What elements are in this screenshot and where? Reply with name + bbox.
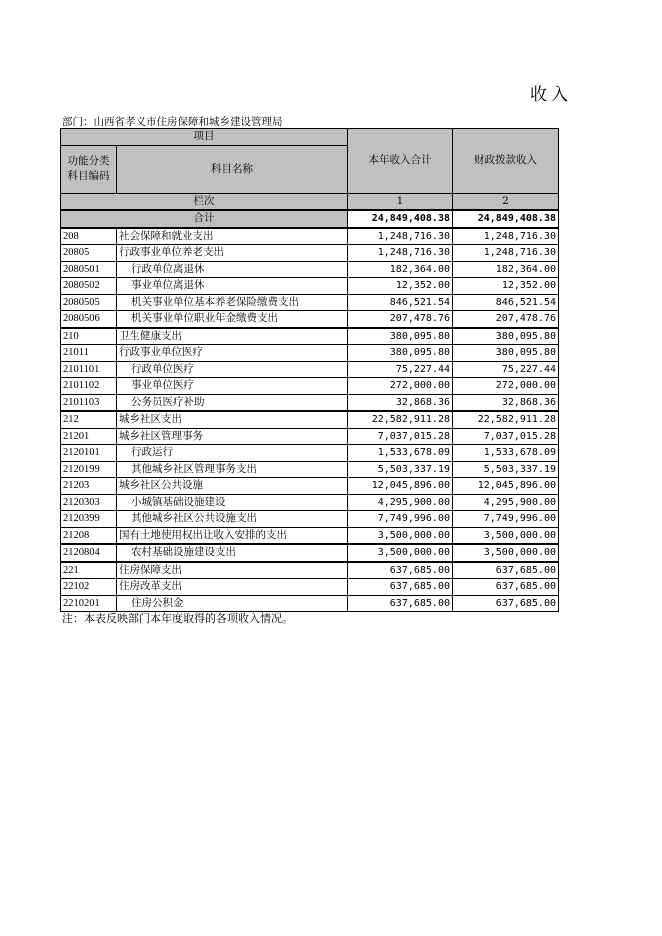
- header-project: 项目: [61, 129, 348, 146]
- row-code: 2080501: [61, 261, 117, 278]
- table-row: [61, 494, 559, 511]
- row-income: 380,095.80: [348, 345, 453, 362]
- row-code: 20805: [61, 245, 117, 262]
- table-row: [61, 411, 559, 428]
- row-code: 2101101: [61, 361, 117, 378]
- table-row: [61, 328, 559, 345]
- row-fiscal: 637,685.00: [453, 579, 559, 596]
- row-fiscal: 12,045,896.00: [453, 478, 559, 495]
- header-col1: 1: [348, 193, 453, 210]
- row-fiscal: 1,248,716.30: [453, 228, 559, 245]
- row-fiscal: 22,582,911.28: [453, 411, 559, 428]
- row-name: 机关事业单位基本养老保险缴费支出: [117, 294, 348, 311]
- row-name: 城乡社区管理事务: [117, 428, 348, 445]
- row-fiscal: 3,500,000.00: [453, 544, 559, 562]
- row-code: 221: [61, 562, 117, 579]
- row-code: 212: [61, 411, 117, 428]
- row-income: 637,685.00: [348, 595, 453, 612]
- row-code: 2120399: [61, 511, 117, 528]
- row-income: 637,685.00: [348, 579, 453, 596]
- row-code: 21208: [61, 527, 117, 544]
- row-fiscal: 380,095.80: [453, 345, 559, 362]
- row-code: 21201: [61, 428, 117, 445]
- table-row: [61, 345, 559, 362]
- row-code: 2101103: [61, 394, 117, 411]
- row-code: 21203: [61, 478, 117, 495]
- row-code: 2210201: [61, 595, 117, 612]
- row-name: 住房改革支出: [117, 579, 348, 596]
- row-income: 3,500,000.00: [348, 544, 453, 562]
- footnote: 注：本表反映部门本年度取得的各项收入情况。: [62, 612, 293, 625]
- row-fiscal: 1,248,716.30: [453, 245, 559, 262]
- row-fiscal: 3,500,000.00: [453, 527, 559, 544]
- row-income: 380,095.80: [348, 328, 453, 345]
- row-income: 182,364.00: [348, 261, 453, 278]
- row-income: 846,521.54: [348, 294, 453, 311]
- row-code: 2080502: [61, 278, 117, 295]
- row-income: 75,227.44: [348, 361, 453, 378]
- header-col2: 2: [453, 193, 559, 210]
- row-code: 2120101: [61, 445, 117, 462]
- row-name: 社会保障和就业支出: [117, 228, 348, 245]
- row-name: 公务员医疗补助: [117, 394, 348, 411]
- department-label: 部门：山西省孝义市住房保障和城乡建设管理局: [62, 116, 283, 128]
- row-fiscal: 1,533,678.09: [453, 445, 559, 462]
- row-name: 行政单位离退休: [117, 261, 348, 278]
- header-name: 科目名称: [117, 145, 348, 193]
- row-name: 行政单位医疗: [117, 361, 348, 378]
- table-row: [61, 562, 559, 579]
- row-fiscal: 12,352.00: [453, 278, 559, 295]
- table-row: [61, 245, 559, 262]
- table-row: [61, 511, 559, 528]
- row-income: 5,503,337.19: [348, 461, 453, 478]
- table-row: [61, 311, 559, 328]
- table-row: [61, 378, 559, 395]
- table-row: [61, 278, 559, 295]
- row-name: 农村基础设施建设支出: [117, 544, 348, 562]
- table-row: [61, 544, 559, 562]
- table-row: [61, 445, 559, 462]
- income-table: [60, 128, 559, 612]
- page-title: 收入: [530, 85, 572, 105]
- row-fiscal: 32,868.36: [453, 394, 559, 411]
- table-row: [61, 527, 559, 544]
- row-name: 其他城乡社区公共设施支出: [117, 511, 348, 528]
- table-row: [61, 361, 559, 378]
- row-name: 卫生健康支出: [117, 328, 348, 345]
- row-income: 7,749,996.00: [348, 511, 453, 528]
- row-fiscal: 637,685.00: [453, 595, 559, 612]
- table-row: [61, 579, 559, 596]
- header-code: 功能分类 科目编码: [61, 145, 117, 193]
- table-row: [61, 478, 559, 495]
- row-code: 22102: [61, 579, 117, 596]
- row-name: 行政事业单位养老支出: [117, 245, 348, 262]
- row-name: 城乡社区公共设施: [117, 478, 348, 495]
- row-income: 12,352.00: [348, 278, 453, 295]
- row-name: 住房公积金: [117, 595, 348, 612]
- table-row: [61, 228, 559, 245]
- header-row-index: 栏次: [61, 193, 348, 210]
- row-name: 小城镇基础设施建设: [117, 494, 348, 511]
- row-fiscal: 7,037,015.28: [453, 428, 559, 445]
- row-income: 637,685.00: [348, 562, 453, 579]
- row-income: 22,582,911.28: [348, 411, 453, 428]
- row-income: 12,045,896.00: [348, 478, 453, 495]
- table-row: [61, 394, 559, 411]
- row-income: 4,295,900.00: [348, 494, 453, 511]
- header-income-total: 本年收入合计: [348, 129, 453, 194]
- table-row: [61, 461, 559, 478]
- row-code: 21011: [61, 345, 117, 362]
- table-row: [61, 261, 559, 278]
- row-income: 3,500,000.00: [348, 527, 453, 544]
- row-name: 行政事业单位医疗: [117, 345, 348, 362]
- row-name: 国有土地使用权出让收入安排的支出: [117, 527, 348, 544]
- row-code: 2101102: [61, 378, 117, 395]
- row-name: 其他城乡社区管理事务支出: [117, 461, 348, 478]
- row-code: 210: [61, 328, 117, 345]
- table-row: [61, 294, 559, 311]
- row-fiscal: 7,749,996.00: [453, 511, 559, 528]
- row-fiscal: 846,521.54: [453, 294, 559, 311]
- row-fiscal: 637,685.00: [453, 562, 559, 579]
- row-name: 机关事业单位职业年金缴费支出: [117, 311, 348, 328]
- row-income: 7,037,015.28: [348, 428, 453, 445]
- row-fiscal: 4,295,900.00: [453, 494, 559, 511]
- row-income: 207,478.76: [348, 311, 453, 328]
- row-fiscal: 182,364.00: [453, 261, 559, 278]
- row-fiscal: 207,478.76: [453, 311, 559, 328]
- row-name: 城乡社区支出: [117, 411, 348, 428]
- row-name: 行政运行: [117, 445, 348, 462]
- row-income: 1,248,716.30: [348, 245, 453, 262]
- row-code: 2120199: [61, 461, 117, 478]
- row-income: 32,868.36: [348, 394, 453, 411]
- row-code: 2120804: [61, 544, 117, 562]
- total-income: 24,849,408.38: [348, 210, 453, 228]
- row-income: 1,533,678.09: [348, 445, 453, 462]
- row-fiscal: 75,227.44: [453, 361, 559, 378]
- row-fiscal: 5,503,337.19: [453, 461, 559, 478]
- row-code: 2080505: [61, 294, 117, 311]
- row-code: 2080506: [61, 311, 117, 328]
- total-fiscal: 24,849,408.38: [453, 210, 559, 228]
- row-name: 事业单位医疗: [117, 378, 348, 395]
- row-code: 2120303: [61, 494, 117, 511]
- row-name: 事业单位离退休: [117, 278, 348, 295]
- table-row: [61, 428, 559, 445]
- row-income: 272,000.00: [348, 378, 453, 395]
- row-name: 住房保障支出: [117, 562, 348, 579]
- total-label: 合计: [61, 210, 348, 228]
- row-income: 1,248,716.30: [348, 228, 453, 245]
- row-fiscal: 380,095.80: [453, 328, 559, 345]
- row-code: 208: [61, 228, 117, 245]
- row-fiscal: 272,000.00: [453, 378, 559, 395]
- header-fiscal: 财政拨款收入: [453, 129, 559, 194]
